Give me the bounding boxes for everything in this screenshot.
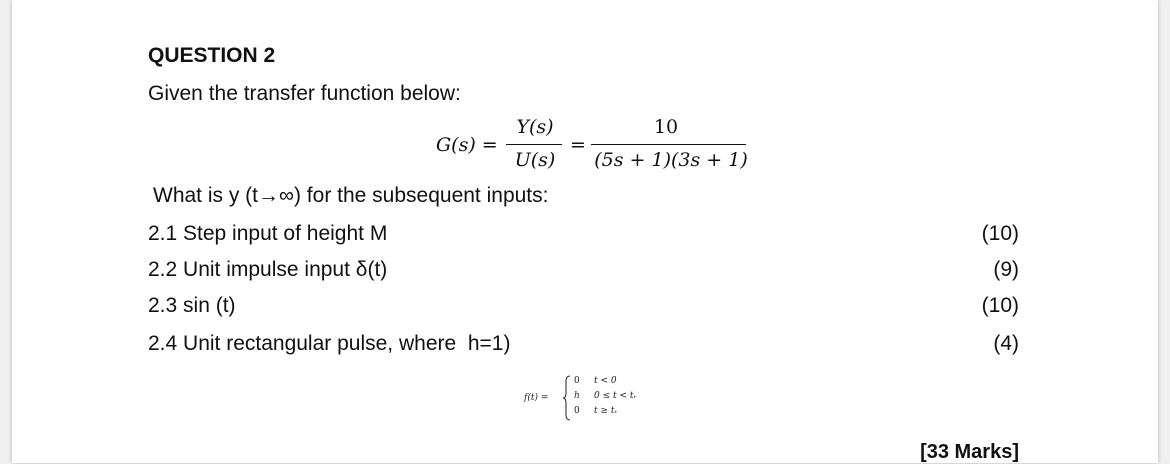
equation-lhs: G(s) = — [436, 134, 498, 156]
pulse-row3-condition: t ≥ tᵥ — [594, 406, 618, 416]
pulse-row3-value: 0 — [574, 406, 580, 416]
item-2-3: 2.3 sin (t) — [148, 294, 236, 317]
fraction1-bar — [506, 144, 562, 145]
pulse-lhs: f(t) = — [524, 393, 549, 403]
pulse-row1-condition: t < 0 — [594, 376, 617, 386]
item-2-4-marks: (4) — [993, 332, 1019, 355]
total-marks: [33 Marks] — [920, 441, 1019, 463]
item-2-1-marks: (10) — [981, 222, 1019, 245]
pulse-definition — [524, 374, 644, 422]
question-title: QUESTION 2 — [148, 44, 276, 67]
intro-text: Given the transfer function below: — [148, 82, 461, 105]
item-2-2-marks: (9) — [993, 258, 1019, 281]
fraction1-denominator: U(s) — [514, 149, 556, 171]
fraction2-numerator: 10 — [653, 116, 679, 138]
transfer-function-equation — [436, 116, 756, 176]
pulse-row2-value: h — [574, 391, 580, 401]
left-brace-icon — [562, 375, 572, 421]
equation-equals: = — [570, 134, 586, 156]
item-2-1: 2.1 Step input of height M — [148, 222, 388, 245]
fraction2-denominator: (5s + 1)(3s + 1) — [594, 149, 748, 171]
pulse-row2-condition: 0 ≤ t < tᵥ — [594, 391, 637, 401]
fraction2-bar — [591, 144, 746, 145]
pulse-row1-value: 0 — [574, 376, 580, 386]
item-2-2: 2.2 Unit impulse input δ(t) — [148, 258, 388, 281]
document-page — [12, 0, 1158, 463]
item-2-4: 2.4 Unit rectangular pulse, where h=1) — [148, 332, 511, 355]
item-2-3-marks: (10) — [981, 294, 1019, 317]
question-prompt: What is y (t→∞) for the subsequent inputs: — [153, 184, 549, 207]
fraction1-numerator: Y(s) — [516, 116, 554, 138]
